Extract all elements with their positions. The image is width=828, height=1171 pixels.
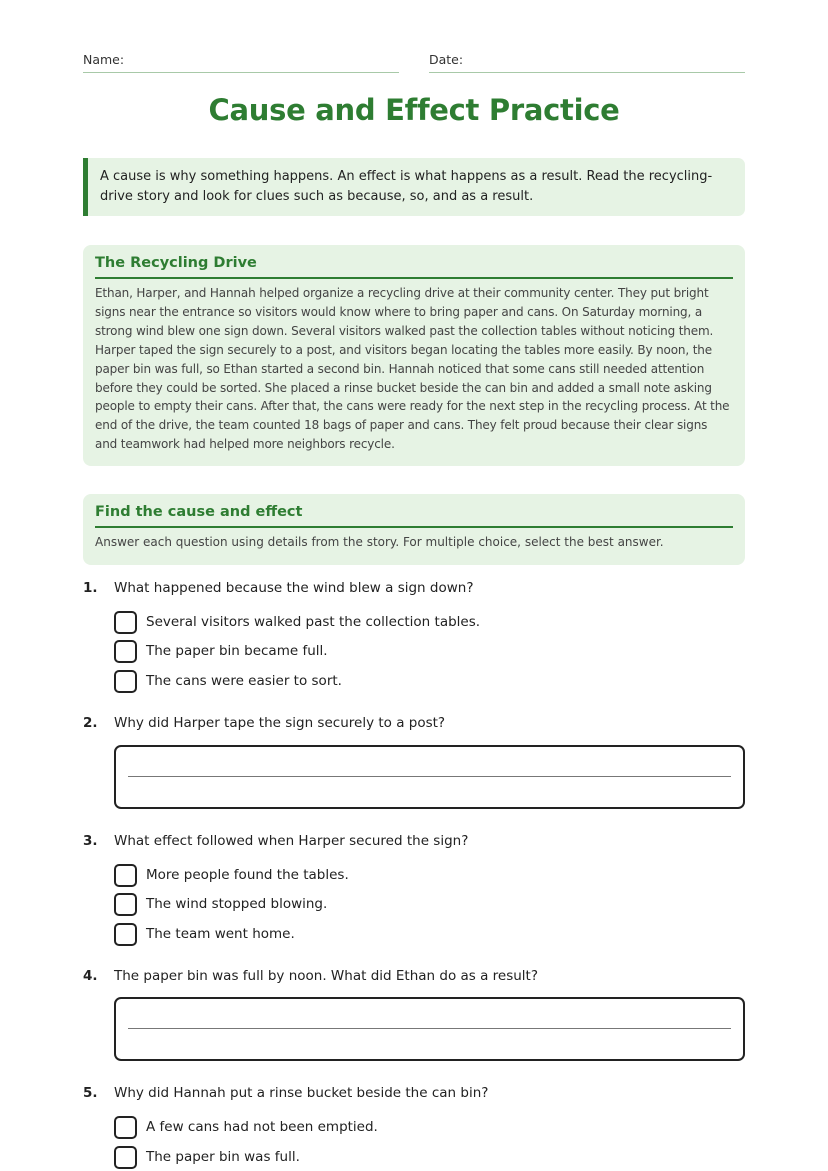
answer-option[interactable] (114, 610, 480, 634)
option-label: The paper bin became full. (146, 643, 328, 659)
question-number: 3. (83, 833, 98, 849)
section-heading: Find the cause and effect (95, 504, 733, 528)
answer-line (128, 776, 731, 777)
name-label: Name: (83, 52, 125, 67)
option-label: A few cans had not been emptied. (146, 1119, 378, 1135)
answer-box[interactable] (114, 997, 745, 1061)
question-text: The paper bin was full by noon. What did Ethan do as a result? (114, 968, 539, 984)
intro-callout: A cause is why something happens. An effect is what happens as a result. Read the recycling-drive story and look for clues such as because, so, and as a result. (83, 158, 745, 216)
checkbox[interactable] (114, 670, 137, 693)
question-text: Why did Hannah put a rinse bucket beside the can bin? (114, 1085, 489, 1101)
option-label: Several visitors walked past the collection tables. (146, 614, 481, 630)
checkbox[interactable] (114, 1146, 137, 1169)
name-field[interactable] (83, 52, 399, 73)
date-label: Date: (429, 52, 464, 67)
instructions-panel (83, 494, 745, 565)
story-heading: The Recycling Drive (95, 255, 733, 279)
answer-line (128, 1028, 731, 1029)
answer-option[interactable] (114, 1145, 300, 1169)
option-label: The wind stopped blowing. (146, 896, 328, 912)
answer-option[interactable] (114, 863, 349, 887)
story-text: Ethan, Harper, and Hannah helped organize a recycling drive at their community center. They put bright signs near the entrance so visitors would know where to bring paper and cans. On Saturday morning, a strong wind blew one sign down. Several visitors walked past the collection tables without noticing them. Harper taped the sign securely to a post, and visitors began locating the tables more easily. By noon, the paper bin was full, so Ethan started a second bin. Hannah noticed that some cans still needed attention before they could be sorted. She placed a rinse bucket beside the can bin and added a small note asking people to empty their cans. After that, the cans were ready for the next step in the recycling process. At the end of the drive, the team counted 18 bags of paper and cans. They felt proud because their clear signs and teamwork had helped more neighbors recycle. (95, 286, 730, 452)
question-number: 4. (83, 968, 98, 984)
date-field[interactable] (429, 52, 745, 73)
question-number: 5. (83, 1085, 98, 1101)
checkbox[interactable] (114, 864, 137, 887)
option-label: The team went home. (146, 926, 295, 942)
checkbox[interactable] (114, 893, 137, 916)
answer-option[interactable] (114, 639, 328, 663)
question-number: 1. (83, 580, 98, 596)
checkbox[interactable] (114, 640, 137, 663)
answer-option[interactable] (114, 1115, 378, 1139)
option-label: More people found the tables. (146, 867, 349, 883)
answer-option[interactable] (114, 892, 327, 916)
page-title: Cause and Effect Practice (208, 93, 620, 127)
answer-option[interactable] (114, 669, 342, 693)
checkbox[interactable] (114, 1116, 137, 1139)
answer-box[interactable] (114, 745, 745, 809)
checkbox[interactable] (114, 923, 137, 946)
checkbox[interactable] (114, 611, 137, 634)
question-text: Why did Harper tape the sign securely to a post? (114, 715, 446, 731)
question-number: 2. (83, 715, 98, 731)
answer-option[interactable] (114, 922, 295, 946)
option-label: The cans were easier to sort. (146, 673, 342, 689)
option-label: The paper bin was full. (146, 1149, 300, 1165)
instructions-text: Answer each question using details from the story. For multiple choice, select the best answer. (95, 535, 664, 549)
question-text: What effect followed when Harper secured the sign? (114, 833, 469, 849)
question-text: What happened because the wind blew a sign down? (114, 580, 474, 596)
story-panel (83, 245, 745, 466)
